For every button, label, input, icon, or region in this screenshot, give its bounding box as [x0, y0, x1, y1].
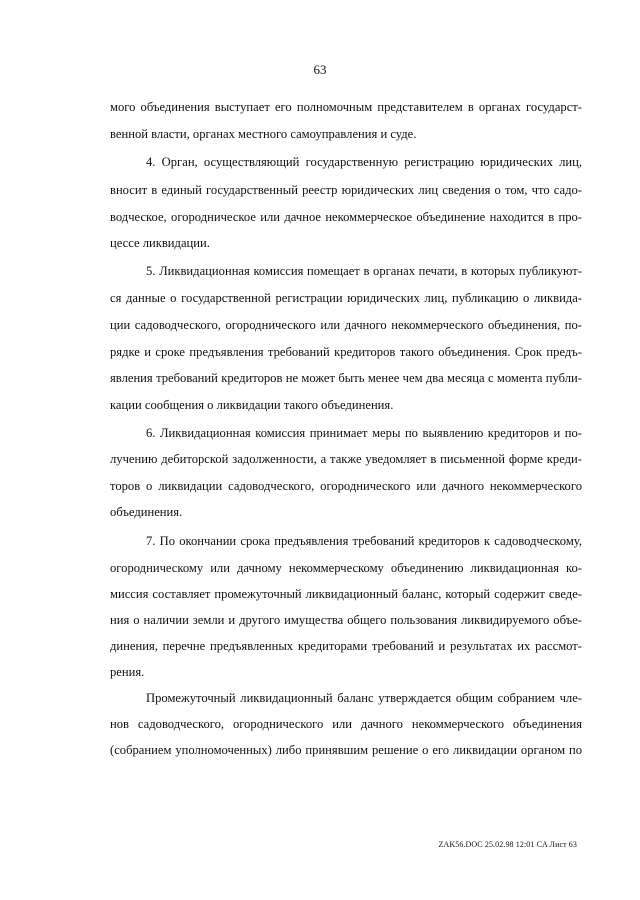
paragraph-line: рения. [110, 665, 145, 679]
paragraph-line: 7. По окончании срока предъявления требований кредиторов к садоводческому, [146, 534, 582, 548]
paragraph-line: цессе ликвидации. [110, 236, 210, 250]
paragraph-line: ся данные о государственной регистрации юридических лиц, публикацию о ликвида- [110, 291, 582, 305]
paragraph-line: 4. Орган, осуществляющий государственную регистрацию юридических лиц, [146, 155, 582, 169]
paragraph-line: мого объединения выступает его полномочным представителем в органах государст- [110, 100, 582, 114]
paragraph-line: водческое, огородническое или дачное некоммерческое объединение находится в про- [110, 210, 582, 224]
paragraph-line: рядке и сроке предъявления требований кредиторов такого объединения. Срок предъ- [110, 345, 582, 359]
paragraph-line: ния о наличии земли и другого имущества общего пользования ликвидируемого объе- [110, 613, 582, 627]
paragraph-line: нов садоводческого, огороднического или дачного некоммерческого объединения [110, 717, 582, 731]
paragraph-line: лучению дебиторской задолженности, а также уведомляет в письменной форме креди- [110, 452, 582, 466]
paragraph-line: (собранием уполномоченных) либо принявшим решение о его ликвидации органом по [110, 743, 582, 757]
paragraph-line: кации сообщения о ликвидации такого объединения. [110, 398, 394, 412]
paragraph-line: миссия составляет промежуточный ликвидационный баланс, который содержит сведе- [110, 587, 582, 601]
paragraph-line: 6. Ликвидационная комиссия принимает меры по выявлению кредиторов и по- [146, 426, 582, 440]
paragraph-line: вносит в единый государственный реестр юридических лиц сведения о том, что садо- [110, 183, 582, 197]
paragraph-line: огородническому или дачному некоммерческому объединению ликвидационная ко- [110, 561, 582, 575]
page-number: 63 [313, 62, 327, 77]
paragraph-line: венной власти, органах местного самоуправления и суде. [110, 127, 417, 141]
document-footer: ZAK56.DOC 25.02.98 12:01 CA Лист 63 [438, 840, 577, 849]
paragraph-line: явления требований кредиторов не может быть менее чем два месяца с момента публи- [110, 371, 582, 385]
paragraph-line: 5. Ликвидационная комиссия помещает в органах печати, в которых публикуют- [146, 264, 582, 278]
paragraph-line: объединения. [110, 505, 183, 519]
paragraph-line: ции садоводческого, огороднического или дачного некоммерческого объединения, по- [110, 318, 582, 332]
paragraph-line: Промежуточный ликвидационный баланс утверждается общим собранием чле- [146, 691, 582, 705]
paragraph-line: динения, перечне предъявленных кредиторами требований и результатах их рассмот- [110, 639, 582, 653]
paragraph-line: торов о ликвидации садоводческого, огороднического или дачного некоммерческого [110, 479, 582, 493]
